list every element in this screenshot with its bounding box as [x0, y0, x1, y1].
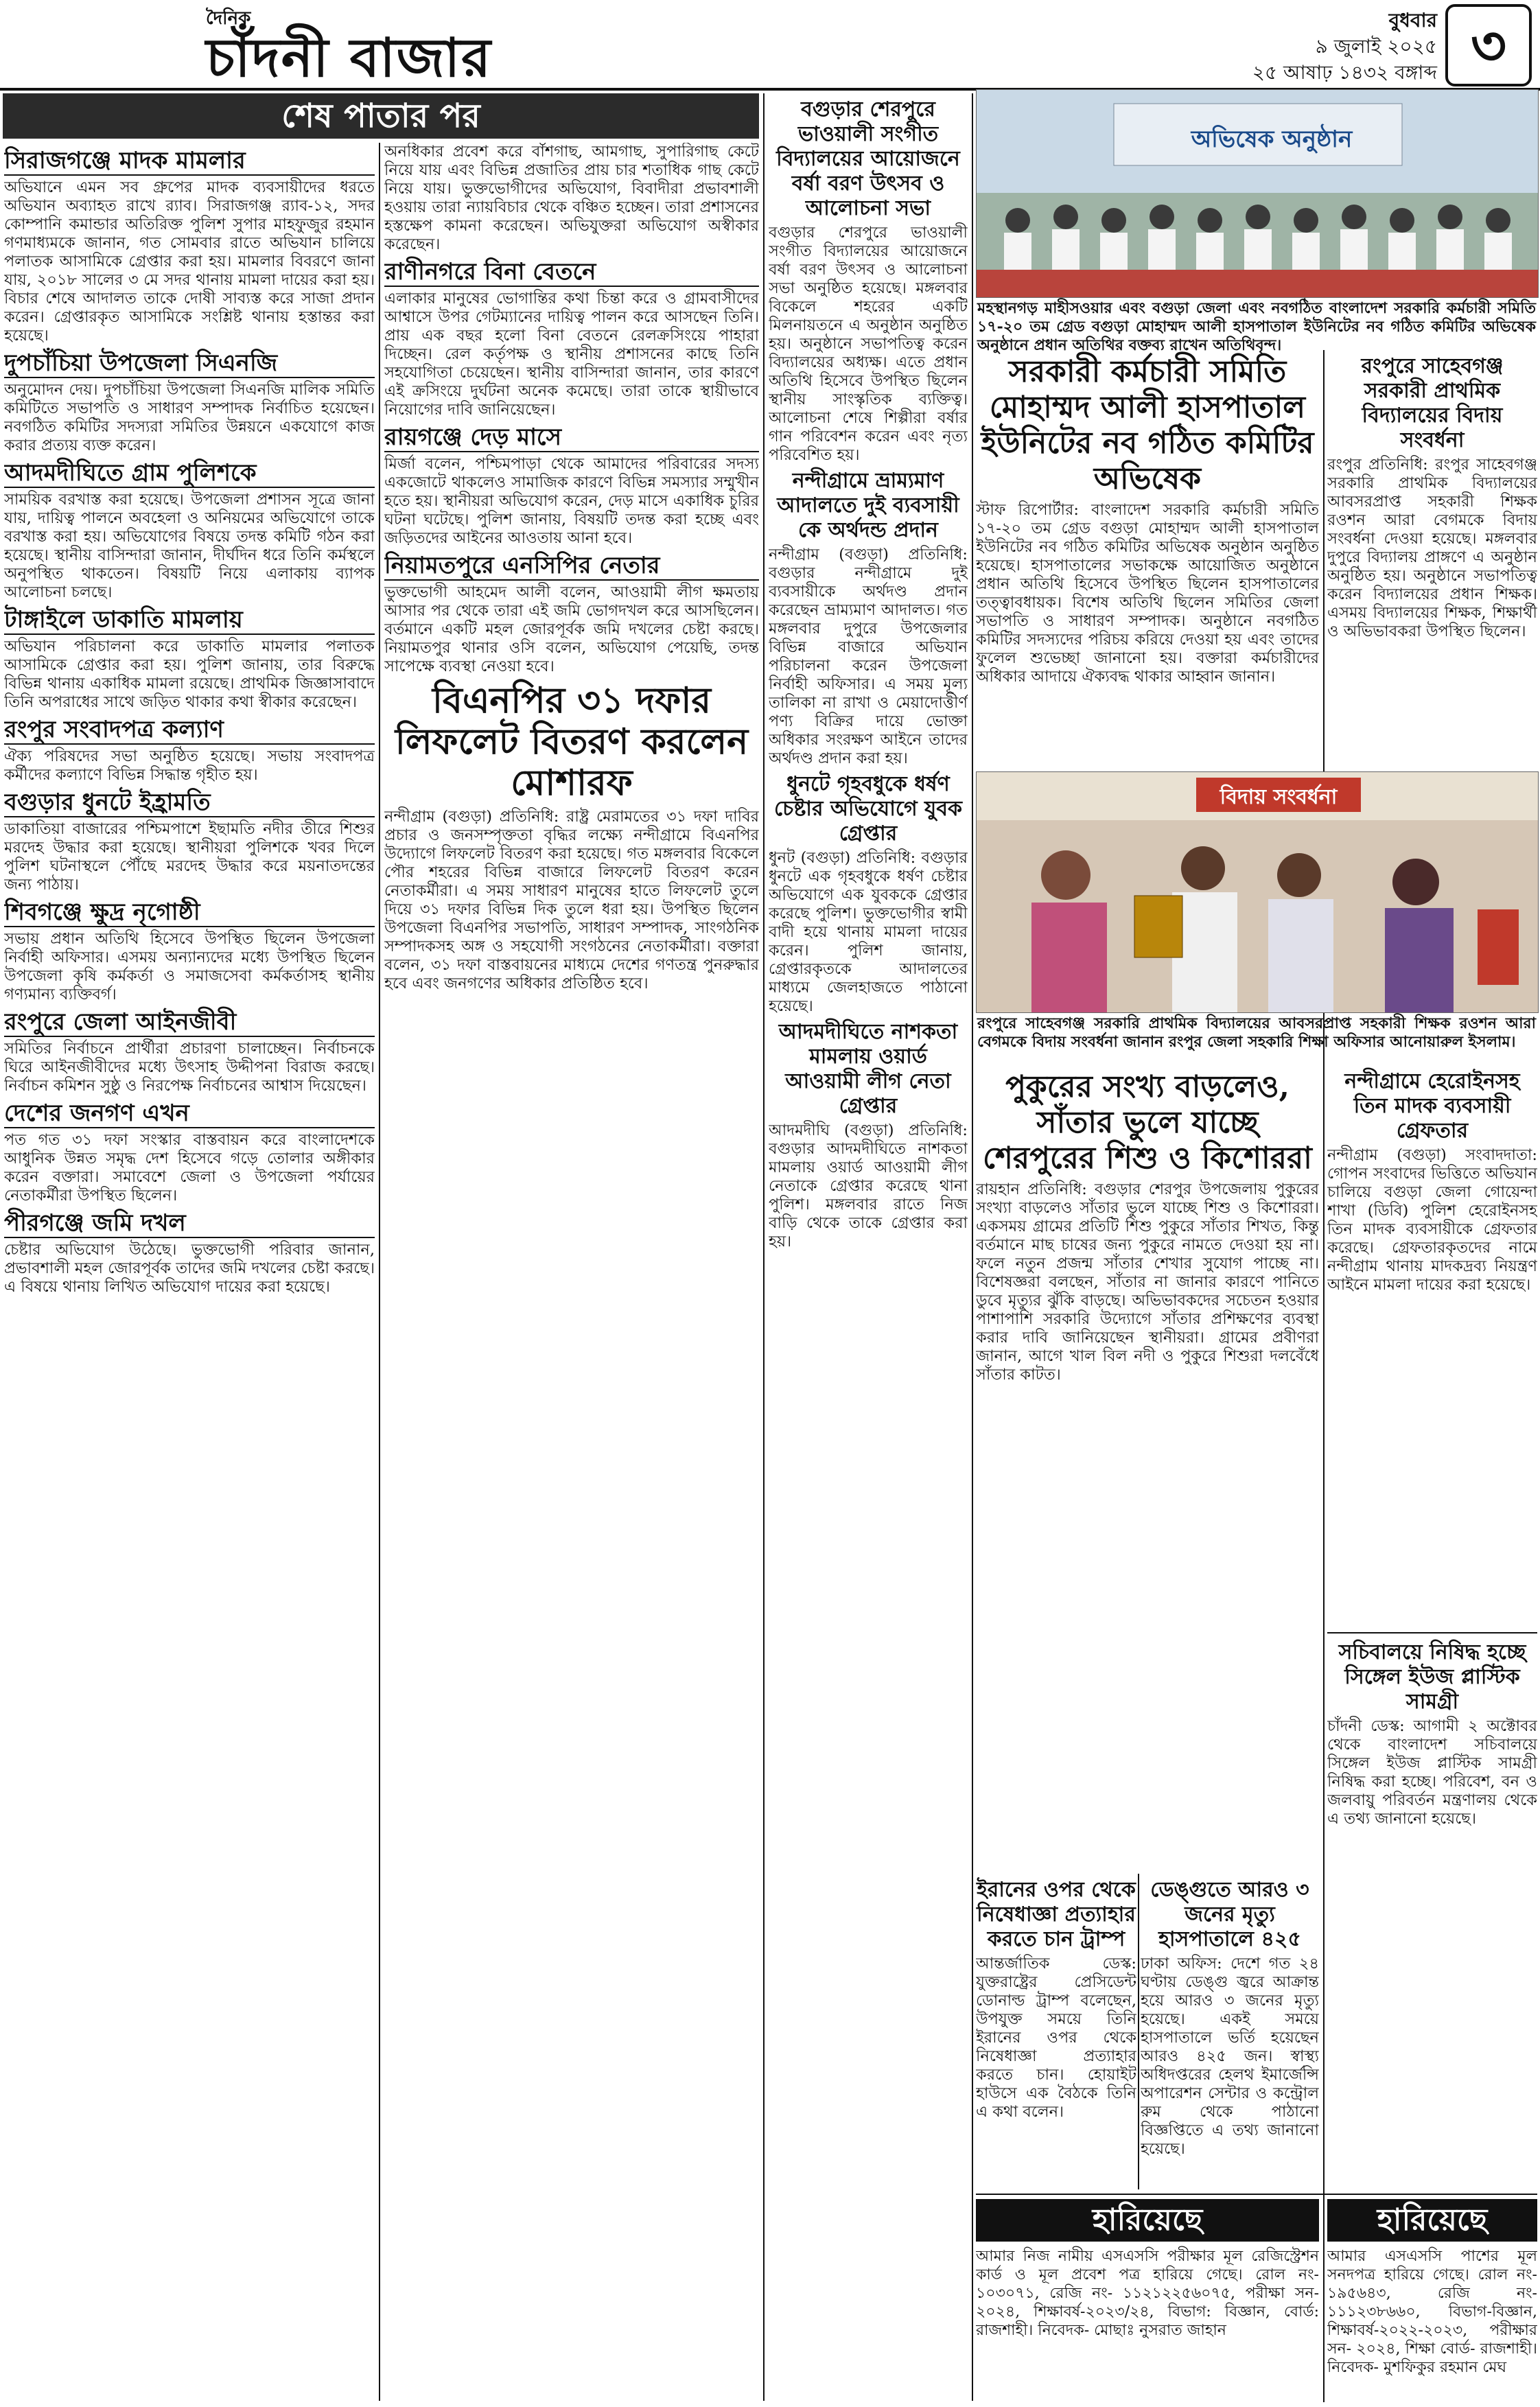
masthead — [0, 0, 1540, 91]
headline: রংপুরে জেলা আইনজীবী — [4, 1008, 375, 1037]
story-heroin — [1327, 1065, 1537, 1628]
headline: রাণীনগরে বিনা বেতনে — [384, 258, 759, 287]
headline: সচিবালয়ে নিষিদ্ধ হচ্ছে সিঙ্গেল ইউজ প্লাস্টিক সামগ্রী — [1338, 1640, 1526, 1714]
article-text: স্টাফ রিপোর্টার: বাংলাদেশ সরকারি কর্মচারী সমিতি ১৭-২০ তম গ্রেড বগুড়া মোহাম্মদ আলী হাসপাতাল ইউনিটের নব গঠিত কমিটির অভিষেক অনুষ্ঠান অনুষ্ঠিত হয়েছে। হাসপাতালের সভাকক্ষে আয়োজিত অনুষ্ঠানে প্রধান অতিথি হিসেবে উপস্থিত ছিলেন হাসপাতালের তত্ত্বাবধায়ক। বিশেষ অতিথি ছিলেন সমিতির জেলা সভাপতি ও সাধারণ সম্পাদক। অনুষ্ঠানে নবগঠিত কমিটির সদস্যদের পরিচয় করিয়ে দেওয়া হয় এবং তাদের ফুলেল শুভেচ্ছা জানানো হয়। বক্তারা কর্মচারীদের অধিকার আদায়ে ঐক্যবদ্ধ থাকার আহ্বান জানান। — [976, 501, 1319, 686]
headline: টাঙ্গাইলে ডাকাতি মামলায় — [4, 606, 375, 635]
headline: নিয়ামতপুরে এনসিপির নেতার — [384, 552, 759, 581]
story-pond-swimming — [976, 1065, 1319, 1868]
masthead-date-bangla: ২৫ আষাঢ় ১৪৩২ বঙ্গাব্দ — [1252, 61, 1437, 84]
article-text: নন্দীগ্রাম (বগুড়া) প্রতিনিধি: বগুড়ার নন্দীগ্রামে দুই ব্যবসায়ীকে অর্থদণ্ড প্রদান করেছেন ভ্রাম্যমাণ আদালত। গত মঙ্গলবার দুপুরে উপজেলার বিভিন্ন বাজারে অভিযান পরিচালনা করেন উপজেলা নির্বাহী অফিসার। এ সময় মূল্য তালিকা না রাখা ও মেয়াদোত্তীর্ণ পণ্য বিক্রির দায়ে ভোক্তা অধিকার সংরক্ষণ আইনে তাদের অর্থদণ্ড প্রদান করা হয়। — [769, 546, 968, 767]
article-text: চেষ্টার অভিযোগ উঠেছে। ভুক্তভোগী পরিবার জানান, প্রভাবশালী মহল জোরপূর্বক তাদের জমি দখলের চেষ্টা করছে। এ বিষয়ে থানায় লিখিত অভিযোগ দায়ের করা হয়েছে। — [4, 1241, 375, 1296]
article-text: অনধিকার প্রবেশ করে বাঁশগাছ, আমগাছ, সুপারিগাছ কেটে নিয়ে যায় এবং বিভিন্ন প্রজাতির প্রায় চার শতাধিক গাছ কেটে নিয়ে যায়। ভুক্তভোগীদের অভিযোগ, বিবাদীরা প্রভাবশালী হওয়ায় তারা ন্যায়বিচার থেকে বঞ্চিত হচ্ছেন। তারা প্রশাসনের হস্তক্ষেপ কামনা করেছেন। অভিযুক্তরা অভিযোগ অস্বীকার করেছেন। — [384, 143, 759, 253]
headline: দেশের জনগণ এখন — [4, 1100, 375, 1128]
headline: ইরানের ওপর থেকে নিষেধাজ্ঞা প্রত্যাহার করতে চান ট্রাম্প — [977, 1878, 1136, 1951]
article-text: ঢাকা অফিস: দেশে গত ২৪ ঘণ্টায় ডেঙ্গু জ্বরে আক্রান্ত হয়ে আরও ৩ জনের মৃত্যু হয়েছে। একই সময়ে হাসপাতালে ভর্তি হয়েছেন আরও ৪২৫ জন। স্বাস্থ্য অধিদপ্তরের হেলথ ইমার্জেন্সি অপারেশন সেন্টার ও কন্ট্রোল রুম থেকে পাঠানো বিজ্ঞপ্তিতে এ তথ্য জানানো হয়েছে। — [1141, 1955, 1319, 2158]
headline: রংপুর সংবাদপত্র কল্যাণ — [4, 716, 375, 745]
lost-notice-2-text: আমার এসএসসি পাশের মূল সনদপত্র হারিয়ে গেছে। রোল নং- ১৯৫৬৪৩, রেজি নং- ১১১২৩৮৬৬০, বিভাগ-বিজ্ঞান, শিক্ষাবর্ষ-২০২২-২০২৩, পরীক্ষার সন- ২০২৪, শিক্ষা বোর্ড- রাজশাহী। নিবেদক- মুশফিকুর রহমান মেঘ — [1327, 2248, 1537, 2376]
story-dengue — [1141, 1874, 1319, 2189]
article-text: নন্দীগ্রাম (বগুড়া) প্রতিনিধি: রাষ্ট্র মেরামতের ৩১ দফা দাবির প্রচার ও জনসম্পৃক্ততা বৃদ্ধির লক্ষ্যে নন্দীগ্রামে বিএনপির উদ্যোগে লিফলেট বিতরণ করা হয়েছে। গত মঙ্গলবার বিকেলে পৌর শহরের বিভিন্ন বাজারে লিফলেট বিতরণ করেন নেতাকর্মীরা। এ সময় সাধারণ মানুষের হাতে লিফলেট তুলে দিয়ে ৩১ দফার বিভিন্ন দিক তুলে ধরা হয়। উপস্থিত ছিলেন উপজেলা বিএনপির সভাপতি, সাধারণ সম্পাদক, সাংগঠনিক সম্পাদকসহ অঙ্গ ও সহযোগী সংগঠনের নেতাকর্মীরা। বক্তারা বলেন, ৩১ দফা বাস্তবায়নের মাধ্যমে দেশের গণতন্ত্র পুনরুদ্ধার হবে এবং জনগণের অধিকার প্রতিষ্ঠিত হবে। — [384, 808, 759, 992]
story-iran — [976, 1874, 1136, 2189]
headline: দুপচাঁচিয়া উপজেলা সিএনজি — [4, 349, 375, 378]
event-photo-label: অভিষেক অনুষ্ঠান — [1191, 126, 1353, 153]
headline: সিরাজগঞ্জে মাদক মামলার — [4, 147, 375, 176]
column-2 — [384, 143, 759, 2401]
headline: বগুড়ার ধুনটে ইহ্রামতি — [4, 789, 375, 817]
article-text: আন্তর্জাতিক ডেস্ক: যুক্তরাষ্ট্রের প্রেসিডেন্ট ডোনাল্ড ট্রাম্প বলেছেন, উপযুক্ত সময়ে তিনি ইরানের ওপর থেকে নিষেধাজ্ঞা প্রত্যাহার করতে চান। হোয়াইট হাউসে এক বৈঠকে তিনি এ কথা বলেন। — [976, 1955, 1136, 2121]
headline: পুকুরের সংখ্য বাড়লেও, সাঁতার ভুলে যাচ্ছে শেরপুরের শিশু ও কিশোররা — [983, 1069, 1312, 1176]
headline: আদমদীঘিতে গ্রাম পুলিশকে — [4, 459, 375, 488]
article-text: সমিতির নির্বাচনে প্রার্থীরা প্রচারণা চালাচ্ছেন। নির্বাচনকে ঘিরে আইনজীবীদের মধ্যে উৎসাহ উদ্দীপনা বিরাজ করছে। নির্বাচন কমিশন সুষ্ঠু ও নিরপেক্ষ নির্বাচনের আশ্বাস দিয়েছেন। — [4, 1040, 375, 1095]
story-plastic — [1327, 1636, 1537, 2185]
headline: রংপুরে সাহেবগঞ্জ সরকারী প্রাথমিক বিদ্যালয়ের বিদায় সংবর্ধনা — [1361, 354, 1504, 452]
story-hospital-committee — [976, 350, 1319, 769]
farewell-photo — [976, 771, 1539, 1013]
masthead-day: বুধবার — [1388, 9, 1437, 32]
headline: ডেঙ্গুতে আরও ৩ জনের মৃত্যু হাসপাতালে ৪২৫ — [1150, 1878, 1309, 1951]
headline: নন্দীগ্রামে হেরোইনসহ তিন মাদক ব্যবসায়ী গ্রেফতার — [1344, 1069, 1520, 1143]
headline: রায়গঞ্জে দেড় মাসে — [384, 423, 759, 452]
masthead-date-english: ৯ জুলাই ২০২৫ — [1315, 35, 1437, 58]
article-text: সভায় প্রধান অতিথি হিসেবে উপস্থিত ছিলেন উপজেলা নির্বাহী অফিসার। এসময় অন্যান্যদের মধ্যে উপস্থিত ছিলেন উপজেলা কৃষি কর্মকর্তা ও সমাজসেবা কর্মকর্তাসহ স্থানীয় গণ্যমান্য ব্যক্তিবর্গ। — [4, 930, 375, 1003]
article-text: রায়হান প্রতিনিধি: বগুড়ার শেরপুর উপজেলায় পুকুরের সংখ্যা বাড়লেও সাঁতার ভুলে যাচ্ছে শিশু ও কিশোররা। একসময় গ্রামের প্রতিটি শিশু পুকুরে সাঁতার শিখত, কিন্তু বর্তমানে মাছ চাষের জন্য পুকুরে নামতে দেওয়া হয় না। ফলে নতুন প্রজন্ম সাঁতার শেখার সুযোগ পাচ্ছে না। বিশেষজ্ঞরা বলছেন, সাঁতার না জানার কারণে পানিতে ডুবে মৃত্যুর ঝুঁকি বাড়ছে। অভিভাবকদের সচেতন হওয়ার পাশাপাশি সরকারি উদ্যোগে সাঁতার প্রশিক্ষণের ব্যবস্থা করার দাবি জানিয়েছেন স্থানীয়রা। গ্রামের প্রবীণরা জানান, আগে খাল বিল নদী ও পুকুরে শিশুরা দলবেঁধে সাঁতার কাটত। — [976, 1181, 1319, 1384]
article-text: নন্দীগ্রাম (বগুড়া) সংবাদদাতা: গোপন সংবাদের ভিত্তিতে অভিযান চালিয়ে বগুড়া জেলা গোয়েন্দা শাখা (ডিবি) পুলিশ হেরোইনসহ তিন মাদক ব্যবসায়ীকে গ্রেফতার করেছে। গ্রেফতারকৃতদের নামে নন্দীগ্রাম থানায় মাদকদ্রব্য নিয়ন্ত্রণ আইনে মামলা দায়ের করা হয়েছে। — [1327, 1146, 1537, 1294]
headline: সরকারী কর্মচারী সমিতি মোহাম্মদ আলী হাসপাতাল ইউনিটের নব গঠিত কমিটির অভিষেক — [981, 354, 1314, 496]
page-number: ৩ — [1445, 4, 1532, 86]
article-text: বগুড়ার শেরপুরে ভাওয়ালী সংগীত বিদ্যালয়ের আয়োজনে বর্ষা বরণ উৎসব ও আলোচনা সভা অনুষ্ঠিত হয়েছে। মঙ্গলবার বিকেলে শহরের একটি মিলনায়তনে এ অনুষ্ঠান অনুষ্ঠিত হয়। অনুষ্ঠানে সভাপতিত্ব করেন বিদ্যালয়ের অধ্যক্ষ। এতে প্রধান অতিথি হিসেবে উপস্থিত ছিলেন স্থানীয় সাংস্কৃতিক ব্যক্তিত্ব। আলোচনা শেষে শিল্পীরা বর্ষার গান পরিবেশন করেন এবং নৃত্য পরিবেশিত হয়। — [769, 224, 968, 464]
article-text: সাময়িক বরখাস্ত করা হয়েছে। উপজেলা প্রশাসন সূত্রে জানা যায়, দায়িত্ব পালনে অবহেলা ও অনিয়মের অভিযোগে তাকে বরখাস্ত করা হয়। অভিযোগের বিষয়ে তদন্ত কমিটি গঠন করা হয়েছে। স্থানীয় বাসিন্দারা জানান, দীর্ঘদিন ধরে তিনি কর্মস্থলে অনুপস্থিত থাকতেন। বিষয়টি নিয়ে এলাকায় ব্যাপক আলোচনা চলছে। — [4, 491, 375, 601]
article-text: আদমদীঘি (বগুড়া) প্রতিনিধি: বগুড়ার আদমদীঘিতে নাশকতা মামলায় ওয়ার্ড আওয়ামী লীগ নেতাকে গ্রেপ্তার করেছে থানা পুলিশ। মঙ্গলবার রাতে নিজ বাড়ি থেকে তাকে গ্রেপ্তার করা হয়। — [769, 1121, 968, 1251]
article-text: রংপুর প্রতিনিধি: রংপুর সাহেবগঞ্জ সরকারি প্রাথমিক বিদ্যালয়ের আবসরপ্রাপ্ত সহকারী শিক্ষক রওশন আরা বেগমকে বিদায় সংবর্ধনা দেওয়া হয়েছে। মঙ্গলবার দুপুরে বিদ্যালয় প্রাঙ্গণে এ অনুষ্ঠান অনুষ্ঠিত হয়। অনুষ্ঠানে সভাপতিত্ব করেন বিদ্যালয়ের প্রধান শিক্ষক। এসময় বিদ্যালয়ের শিক্ষক, শিক্ষার্থী ও অভিভাবকরা উপস্থিত ছিলেন। — [1327, 456, 1537, 640]
masthead-daily: দৈনিক — [206, 8, 251, 29]
event-photo — [976, 89, 1539, 298]
article-text: অভিযানে এমন সব গ্রুপের মাদক ব্যবসায়ীদের ধরতে অভিযান অব্যাহত রাখে র‌্যাব। সিরাজগঞ্জ র‌্যাব-১২, সদর কোম্পানি কমান্ডার অতিরিক্ত পুলিশ সুপার মাহফুজুর রহমান গণমাধ্যমকে জানান, গত সোমবার রাতে অভিযান চালিয়ে পলাতক আসামিকে গ্রেপ্তার করা হয়। মামলার বিবরণে জানা যায়, ২০১৮ সালের ৩ মে সদর থানায় মামলা দায়ের করা হয়। বিচার শেষে আদালত তাকে দোষী সাব্যস্ত করে সাজা প্রদান করেন। গ্রেপ্তারকৃত আসামিকে সংশ্লিষ্ট থানায় হস্তান্তর করা হয়েছে। — [4, 178, 375, 345]
lost-notice-1-text: আমার নিজ নামীয় এসএসসি পরীক্ষার মূল রেজিস্ট্রেশন কার্ড ও মূল প্রবেশ পত্র হারিয়ে গেছে। রোল নং- ১০৩০৭১, রেজি নং- ১১২১২২৫৬০৭৫, পরীক্ষা সন- ২০২৪, শিক্ষাবর্ষ-২০২৩/২৪, বিভাগ: বিজ্ঞান, বোর্ড: রাজশাহী। নিবেদক- মোছাঃ নুসরাত জাহান — [976, 2248, 1319, 2339]
newspaper-logo: চাঁদনী বাজার — [206, 27, 493, 89]
lost-notice-1-heading: হারিয়েছে — [976, 2199, 1319, 2242]
section-banner: শেষ পাতার পর — [3, 93, 759, 139]
column-3 — [769, 93, 968, 2401]
article-text: ঐক্য পরিষদের সভা অনুষ্ঠিত হয়েছে। সভায় সংবাদপত্র কর্মীদের কল্যাণে বিভিন্ন সিদ্ধান্ত গৃহীত হয়। — [4, 747, 375, 784]
headline: আদমদীঘিতে নাশকতা মামলায় ওয়ার্ড আওয়ামী লীগ নেতা গ্রেপ্তার — [778, 1020, 958, 1118]
article-text: পত গত ৩১ দফা সংস্কার বাস্তবায়ন করে বাংলাদেশকে আধুনিক উন্নত সমৃদ্ধ দেশ হিসেবে গড়ে তোলার অঙ্গীকার করেন বক্তারা। সমাবেশে জেলা ও উপজেলা পর্যায়ের নেতাকর্মীরা উপস্থিত ছিলেন। — [4, 1131, 375, 1205]
headline: বগুড়ার শেরপুরে ভাওয়ালী সংগীত বিদ্যালয়ের আয়োজনে বর্ষা বরণ উৎসব ও আলোচনা সভা — [776, 97, 960, 220]
article-text: মির্জা বলেন, পশ্চিমপাড়া থেকে আমাদের পরিবারের সদস্য একজোটে থাকলেও সামাজিক কারণে বিভিন্ন সমস্যার সম্মুখীন হতে হয়। স্থানীয়রা অভিযোগ করেন, দেড় মাসে একাধিক চুরির ঘটনা ঘটেছে। পুলিশ জানায়, বিষয়টি তদন্ত করা হচ্ছে এবং জড়িতদের আইনের আওতায় আনা হবে। — [384, 455, 759, 547]
headline: শিবগঞ্জে ক্ষুদ্র নৃগোষ্ঠী — [4, 898, 375, 927]
headline: ধুনটে গৃহবধুকে ধর্ষণ চেষ্টার অভিযোগে যুবক গ্রেপ্তার — [773, 772, 963, 846]
column-1 — [4, 143, 375, 2401]
event-photo-caption: মহস্থানগড় মাহীসওয়ার এবং বগুড়া জেলা এবং নবগঠিত বাংলাদেশ সরকারি কর্মচারী সমিতি ১৭-২০ তম গ্রেড বগুড়া মোহাম্মদ আলী হাসপাতাল ইউনিটের নব গঠিত কমিটির অভিষেক অনুষ্ঠানে প্রধান অতিথির বক্তব্য রাখেন অতিথিবৃন্দ। — [977, 299, 1536, 354]
lost-notice-1 — [976, 2199, 1319, 2402]
article-text: এলাকার মানুষের ভোগান্তির কথা চিন্তা করে ও গ্রামবাসীদের আশ্বাসে উপর গেটম্যানের দায়িত্ব পালন করে আসছেন তিনি। প্রায় এক বছর হলো বিনা বেতনে রেলক্রসিংয়ে পাহারা দিচ্ছেন। রেল কর্তৃপক্ষ ও স্থানীয় প্রশাসনের কাছে তিনি সহযোগিতা চেয়েছেন। স্থানীয় বাসিন্দারা জানান, তার কারণে এই ক্রসিংয়ে দুর্ঘটনা অনেক কমেছে। তারা তাকে স্থায়ীভাবে নিয়োগের দাবি জানিয়েছেন। — [384, 290, 759, 419]
article-text: ডাকাতিয়া বাজারের পশ্চিমপাশে ইছামতি নদীর তীরে শিশুর মরদেহ উদ্ধার করা হয়েছে। স্থানীয়রা পুলিশকে খবর দিলে পুলিশ ঘটনাস্থলে পৌঁছে মরদেহ উদ্ধার করে ময়নাতদন্তের জন্য পাঠায়। — [4, 820, 375, 894]
farewell-photo-label: বিদায় সংবর্ধনা — [1220, 785, 1338, 809]
lost-notice-2 — [1327, 2199, 1537, 2402]
article-text: অনুমোদন দেয়। দুপচাঁচিয়া উপজেলা সিএনজি মালিক সমিতি কমিটিতে সভাপতি ও সাধারণ সম্পাদক নির্বাচিত হয়েছেন। নবগঠিত কমিটির সদস্যরা সমিতির উন্নয়নে একযোগে কাজ করার প্রত্যয় ব্যক্ত করেন। — [4, 381, 375, 454]
headline: নন্দীগ্রামে ভ্রাম্যমাণ আদালতে দুই ব্যবসায়ী কে অর্থদন্ড প্রদান — [777, 469, 959, 542]
farewell-photo-caption: রংপুরে সাহেবগঞ্জ সরকারি প্রাথমিক বিদ্যালয়ের আবসরপ্রাপ্ত সহকারী শিক্ষক রওশন আরা বেগমকে বিদায় সংবর্ধনা জানান রংপুর জেলা সহকারি শিক্ষা অফিসার আনোয়ারুল ইসলাম। — [977, 1014, 1536, 1051]
article-text: ভুক্তভোগী আহমেদ আলী বলেন, আওয়ামী লীগ ক্ষমতায় আসার পর থেকে তারা এই জমি ভোগদখল করে আসছিলেন। বর্তমানে একটি মহল জোরপূর্বক জমি দখলের চেষ্টা করছে। নিয়ামতপুর থানার ওসি বলেন, অভিযোগ পেয়েছি, তদন্ত সাপেক্ষে ব্যবস্থা নেওয়া হবে। — [384, 583, 759, 675]
article-text: ধুনট (বগুড়া) প্রতিনিধি: বগুড়ার ধুনটে এক গৃহবধুকে ধর্ষণ চেষ্টার অভিযোগে এক যুবককে গ্রেপ্তার করেছে পুলিশ। ভুক্তভোগীর স্বামী বাদী হয়ে থানায় মামলা দায়ের করেন। পুলিশ জানায়, গ্রেপ্তারকৃতকে আদালতের মাধ্যমে জেলহাজতে পাঠানো হয়েছে। — [769, 849, 968, 1015]
lead-headline: বিএনপির ৩১ দফার লিফলেট বিতরণ করলেন মোশারফ — [395, 679, 749, 804]
article-text: চাঁদনী ডেস্ক: আগামী ২ অক্টোবর থেকে বাংলাদেশ সচিবালয়ে সিঙ্গেল ইউজ প্লাস্টিক সামগ্রী নিষিদ্ধ করা হচ্ছে। পরিবেশ, বন ও জলবায়ু পরিবর্তন মন্ত্রণালয় থেকে এ তথ্য জানানো হয়েছে। — [1327, 1717, 1537, 1828]
headline: পীরগঞ্জে জমি দখল — [4, 1209, 375, 1238]
story-farewell — [1327, 350, 1537, 769]
lost-notice-2-heading: হারিয়েছে — [1327, 2199, 1537, 2242]
article-text: অভিযান পরিচালনা করে ডাকাতি মামলার পলাতক আসামিকে গ্রেপ্তার করা হয়। পুলিশ জানায়, তার বিরুদ্ধে বিভিন্ন থানায় একাধিক মামলা রয়েছে। প্রাথমিক জিজ্ঞাসাবাদে তিনি অপরাধের সাথে জড়িত থাকার কথা স্বীকার করেছেন। — [4, 638, 375, 711]
